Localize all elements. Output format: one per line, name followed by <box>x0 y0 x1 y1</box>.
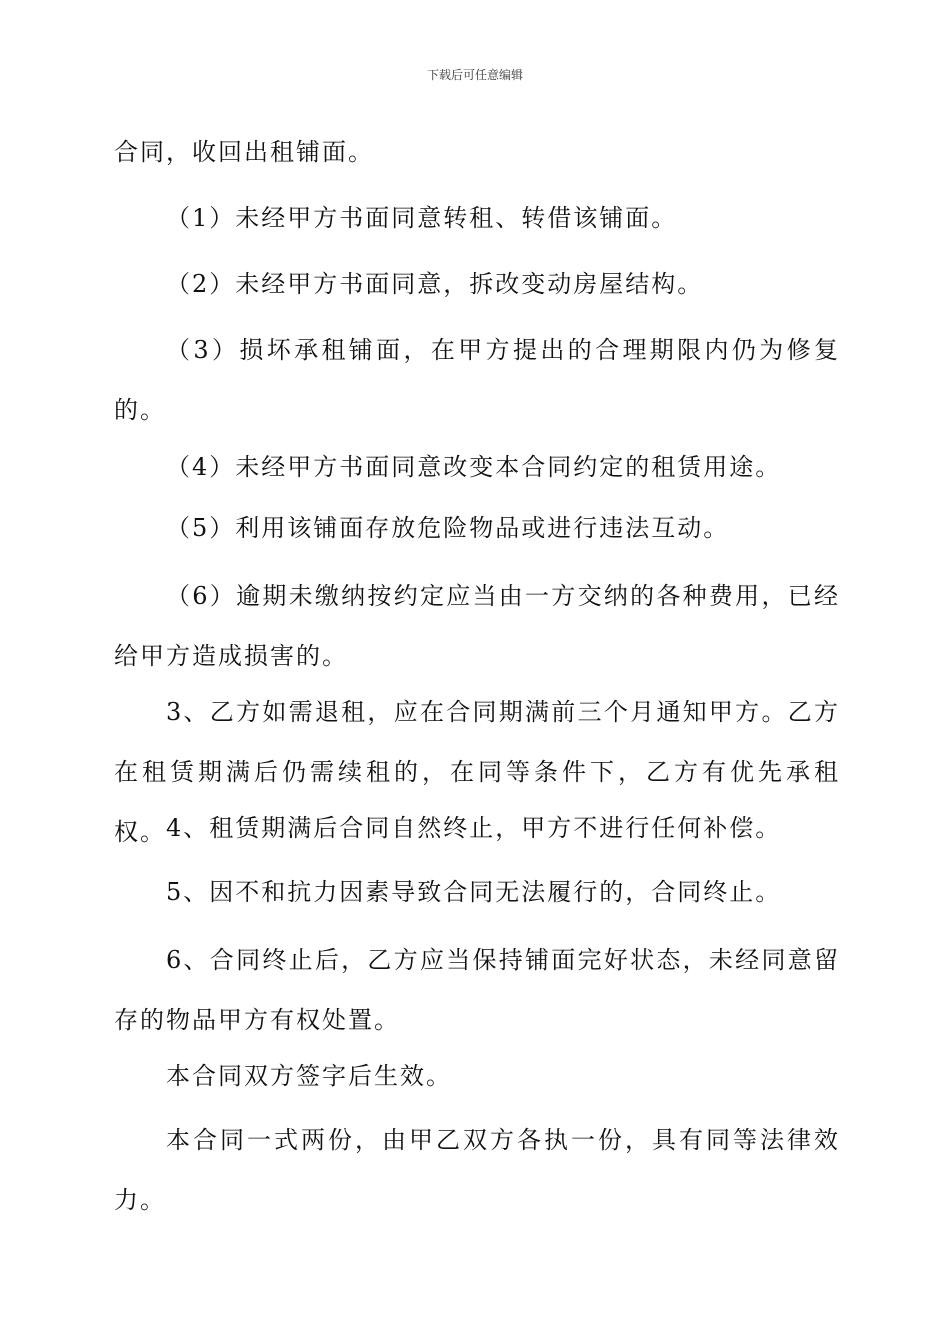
paragraph-clause-6: （6）逾期未缴纳按约定应当由一方交纳的各种费用，已经给甲方造成损害的。 <box>114 582 840 670</box>
paragraph-item-3: 3、乙方如需退租，应在合同期满前三个月通知甲方。乙方在租赁期满后仍需续租的，在同等条件下，乙方有优先承租权。 <box>114 698 840 846</box>
paragraph-clause-2: （2）未经甲方书面同意，拆改变动房屋结构。 <box>166 270 704 298</box>
paragraph-clause-1: （1）未经甲方书面同意转租、转借该铺面。 <box>166 204 678 232</box>
paragraph-item-4: 4、租赁期满后合同自然终止，甲方不进行任何补偿。 <box>166 814 782 842</box>
paragraph-copies: 本合同一式两份，由甲乙双方各执一份，具有同等法律效力。 <box>114 1126 840 1214</box>
paragraph-item-5: 5、因不和抗力因素导致合同无法履行的，合同终止。 <box>166 878 782 906</box>
paragraph-clause-5: （5）利用该铺面存放危险物品或进行违法互动。 <box>166 514 730 542</box>
paragraph-clause-3: （3）损坏承租铺面，在甲方提出的合理期限内仍为修复的。 <box>114 336 840 424</box>
page-header: 下载后可任意编辑 <box>426 68 523 82</box>
paragraph-effective: 本合同双方签字后生效。 <box>166 1062 452 1090</box>
paragraph-item-6: 6、合同终止后，乙方应当保持铺面完好状态，未经同意留存的物品甲方有权处置。 <box>114 946 840 1034</box>
paragraph-continuation: 合同，收回出租铺面。 <box>114 138 374 166</box>
paragraph-clause-4: （4）未经甲方书面同意改变本合同约定的租赁用途。 <box>166 453 782 481</box>
